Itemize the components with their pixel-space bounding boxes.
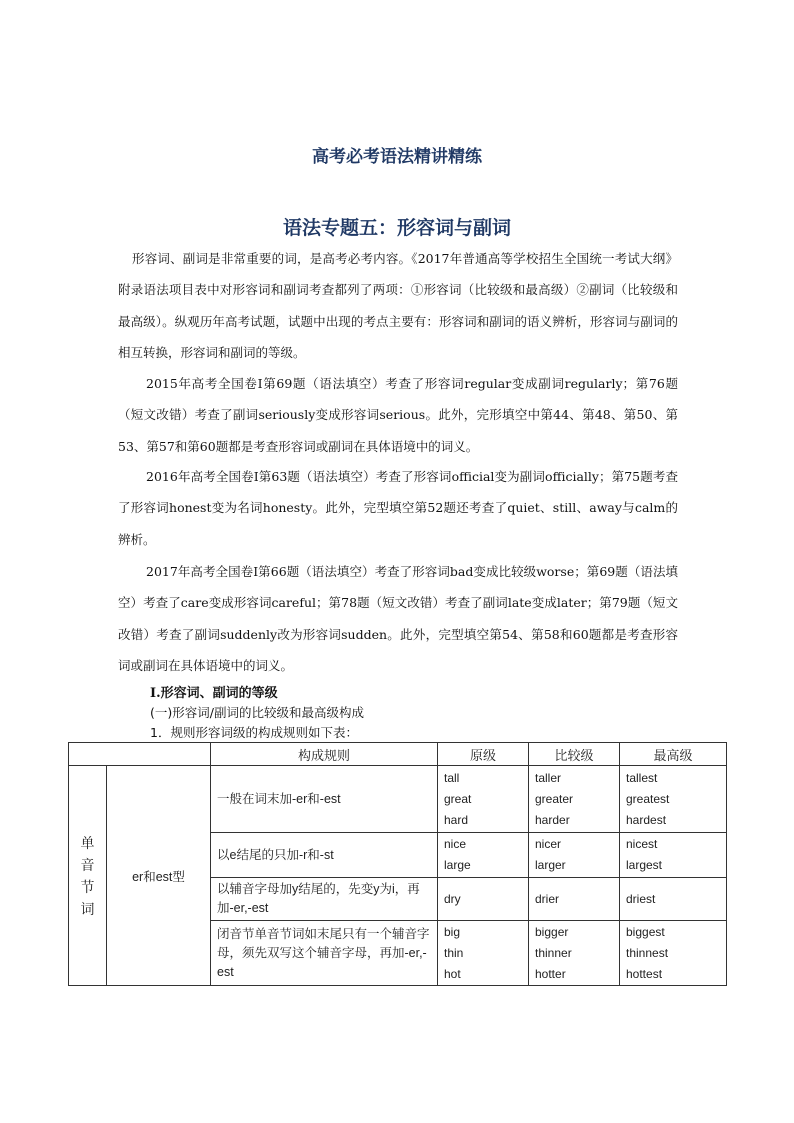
word: big [444, 924, 461, 939]
intro-paragraph: 形容词、副词是非常重要的词，是高考必考内容。《2017年普通高等学校招生全国统一考试大纲》附录语法项目表中对形容词和副词考查都列了两项：①形容词（比较级和最高级）②副词（比较级和最高级）。纵观历年高考试题，试题中出现的考点主要有：形容词和副词的语义辨析，形容词与副词的相互转换，形容词和副词的等级。 [118, 251, 678, 360]
table-corner-cell [69, 743, 211, 766]
positive-cell [438, 766, 529, 833]
comparative-cell [529, 833, 620, 878]
header-comparative: 比较级 [529, 743, 620, 766]
word: harder [535, 812, 570, 827]
group-cell: er和est型 [107, 766, 211, 986]
comparative-cell: drier [529, 878, 620, 921]
word: tallest [626, 770, 658, 785]
word: biggest [626, 924, 665, 939]
category-char: 单 [80, 834, 95, 851]
word: thin [444, 945, 464, 960]
category-char: 词 [80, 900, 95, 917]
category-char: 音 [80, 856, 95, 873]
word: tall [444, 770, 460, 785]
paragraph-2016: 2016年高考全国卷Ⅰ第63题（语法填空）考查了形容词official变为副词officially；第75题考查了形容词honest变为名词honesty。此外，完型填空第52题还考查了quiet、still、away与calm的辨析。 [118, 469, 678, 547]
word: greatest [626, 791, 670, 806]
rule-cell: 一般在词末加-er和-est [211, 766, 438, 833]
rule-cell: 闭音节单音节词如末尾只有一个辅音字母，须先双写这个辅音字母，再加-er,-est [211, 921, 438, 986]
table-header-row [69, 743, 727, 766]
word: largest [626, 858, 663, 872]
document-title: 高考必考语法精讲精练 [312, 147, 482, 167]
word: hard [444, 812, 469, 827]
paragraph-2017: 2017年高考全国卷Ⅰ第66题（语法填空）考查了形容词bad变成比较级worse；第69题（语法填空）考查了care变成形容词careful；第78题（短文改错）考查了副词late变成later；第79题（短文改错）考查了副词suddenly改为形容词sudden。此外，完型填空第54、第58和60题都是考查形容词或副词在具体语境中的词义。 [118, 564, 678, 673]
category-char: 节 [80, 878, 95, 895]
word: hot [444, 966, 461, 981]
positive-cell [438, 833, 529, 878]
superlative-cell [620, 921, 727, 986]
word: nice [444, 837, 467, 851]
word: nicest [626, 837, 658, 851]
rule-cell: 以e结尾的只加-r和-st [211, 833, 438, 878]
rule-cell: 以辅音字母加y结尾的，先变y为i，再加-er,-est [211, 878, 438, 921]
word: greater [535, 791, 574, 806]
word: hottest [626, 966, 663, 981]
rule-heading: 1．规则形容词级的构成规则如下表： [150, 725, 358, 740]
word: hotter [535, 966, 566, 981]
word: nicer [535, 837, 562, 851]
word: larger [535, 858, 566, 872]
comparative-cell [529, 766, 620, 833]
superlative-cell [620, 833, 727, 878]
document-subtitle: 语法专题五：形容词与副词 [282, 217, 511, 239]
comparative-cell [529, 921, 620, 986]
category-cell [69, 766, 107, 986]
word: great [444, 791, 472, 806]
word: large [444, 858, 471, 872]
header-positive: 原级 [438, 743, 529, 766]
word: hardest [626, 812, 667, 827]
header-superlative: 最高级 [620, 743, 727, 766]
superlative-cell [620, 766, 727, 833]
word: thinner [535, 945, 572, 960]
positive-cell [438, 921, 529, 986]
header-rule: 构成规则 [211, 743, 438, 766]
section-heading: Ⅰ.形容词、副词的等级 [150, 686, 278, 701]
word: thinnest [626, 945, 669, 960]
sub-heading: (一)形容词/副词的比较级和最高级构成 [150, 705, 364, 720]
positive-cell: dry [438, 878, 529, 921]
paragraph-2015: 2015年高考全国卷Ⅰ第69题（语法填空）考查了形容词regular变成副词regularly；第76题（短文改错）考查了副词seriously变成形容词serious。此外，完形填空中第44、第48、第50、第53、第57和第60题都是考查形容词或副词在具体语境中的词义。 [118, 376, 678, 454]
word: taller [535, 770, 562, 785]
superlative-cell: driest [620, 878, 727, 921]
comparison-rules-table [68, 742, 727, 986]
word: bigger [535, 924, 569, 939]
table-row [69, 766, 727, 833]
